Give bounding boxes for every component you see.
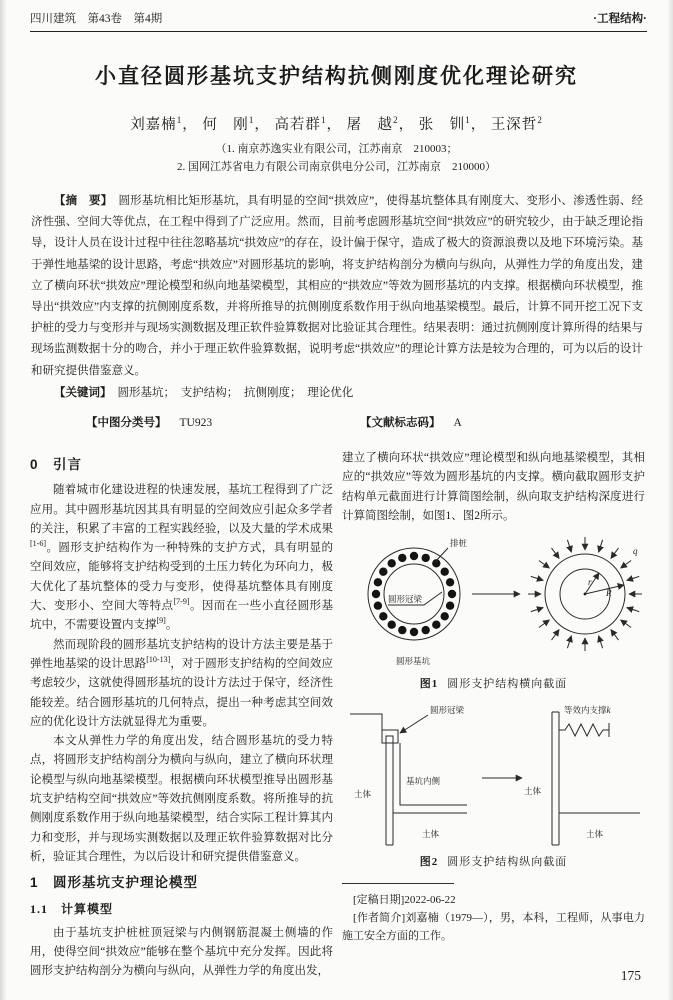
paragraph — [30, 481, 333, 635]
author-bio-label: [作者简介] — [353, 911, 406, 924]
author-affil-sup: 1 — [465, 115, 471, 126]
paragraph: 由于基坑支护桩桩顶冠梁与内侧钢筋混凝土侧墙的作用，使得空间“拱效应”能够在整个基坑中充分发挥。因此将圆形支护结构剖分为横向与纵向，从弹性力学的角度出发， — [30, 926, 333, 978]
author-name: 何 刚 — [202, 117, 249, 133]
text-segment: 随着城市化建设进程的快速发展，基坑工程得到了广泛应用。其中圆形基坑因其具有明显的空间效应引起众多学者的关注，积累了丰富的工程实践经验，以及大量的学术成果 — [30, 484, 333, 535]
clc-label: 【中图分类号】 — [86, 417, 167, 429]
wall-section-diagram — [350, 705, 467, 845]
paragraph: 建立了横向环状“拱效应”理论模型和纵向地基梁模型，其相应的“拱效应”等效为圆形基坑的内支撑。横向截取圆形支护结构单元截面进行计算简图绘制，纵向取支护结构深度进行计算简图绘制，如图1、图2所示。 — [342, 452, 645, 522]
abstract — [31, 191, 643, 382]
classification-row — [30, 414, 645, 432]
doc-code-field — [360, 414, 462, 430]
keywords — [31, 383, 643, 404]
affiliation-line: （1. 南京苏逸实业有限公司，江苏南京 210003； — [215, 143, 458, 155]
ring-load-diagram — [528, 537, 642, 651]
abstract-text: 圆形基坑相比矩形基坑，具有明显的空间“拱效应”，使得基坑整体具有刚度大、变形小、渗透性弱、经济性强、空间大等优点，在工程中得到了广泛应用。然而，目前考虑圆形基坑空间“拱效应”的研究较少，由于缺乏理论指导，设计人员在设计过程中往往忽略基坑“拱效应”的存在，设计偏于保守，造成了极大的资源浪费以及地下环境污染。基于弹性地基梁的设计思路，考虑“拱效应”对圆形基坑的影响，将支护结构剖分为横向与纵向，从弹性力学的角度出发，建立了横向环状“拱效应”理论模型和纵向地基梁模型，其相应的“拱效应”等效为圆形基坑的内支撑。根据横向环状模型，推导出“拱效应”内支撑的抗侧刚度系数，并将所推导的抗侧刚度系数作用于纵向地基梁模型。最后，计算不同开挖工况下支护桩的受力与变形并与现场实测数据及理正软件验算数据对比验证其合理性。结果表明：通过抗侧刚度计算所得的结果与现场监测数据十分的吻合，并小于理正软件验算数据，说明考虑“拱效应”的理论计算方法是较为合理的，可为以后的设计和研究提供借鉴意义。 — [31, 195, 644, 377]
equivalent-strut-label — [564, 705, 612, 715]
author-separator: ， — [470, 117, 487, 133]
clc-field — [86, 414, 212, 430]
crown-beam-label: 圆形冠梁 — [388, 594, 423, 605]
author — [347, 117, 399, 133]
section-heading-0: 0 引言 — [30, 457, 83, 472]
load-q-label: q — [633, 546, 638, 557]
right-column — [342, 449, 645, 945]
soil-label: 土体 — [354, 789, 372, 800]
footnote-rule — [342, 883, 454, 884]
author-name: 高若群 — [274, 117, 321, 133]
author-separator: ， — [254, 117, 270, 133]
page-header — [30, 10, 647, 32]
strut-label-text: 等效内支撑 — [564, 705, 607, 716]
author-affil-sup: 1 — [176, 115, 183, 126]
author-name: 屠 越 — [346, 117, 394, 133]
author-separator: ， — [182, 117, 198, 133]
author-separator: ， — [398, 117, 415, 133]
journal-info: 四川建筑 第43卷 第4期 — [30, 13, 163, 25]
figure-2-number: 图2 — [419, 856, 439, 869]
soil-label: 土体 — [524, 786, 542, 797]
text-segment: 。 — [165, 619, 178, 632]
author-affil-sup: 2 — [537, 115, 543, 126]
received-date-value: 2022-06-22 — [404, 893, 456, 906]
figure-2-caption — [342, 853, 645, 872]
doc-code-value: A — [453, 417, 462, 429]
author — [202, 117, 254, 133]
author — [491, 117, 543, 133]
text-segment: 然而现阶段的圆形基坑支护结构的设计方法主要是基于弹性地基梁的设计思路 — [30, 638, 333, 670]
piles-label: 排桩 — [450, 538, 468, 549]
author — [274, 117, 326, 133]
figure-1-caption — [342, 675, 645, 694]
figure-1-cross-section-diagram — [342, 532, 645, 672]
section-heading-1: 1 圆形基坑支护理论模型 — [30, 875, 199, 891]
footnote-block — [342, 883, 645, 945]
author-name: 张 钏 — [418, 117, 466, 133]
author-separator: ， — [326, 117, 342, 133]
stiffness-k-label: k — [606, 705, 611, 716]
citation-ref: [9] — [156, 616, 166, 626]
equivalent-spring-diagram — [524, 705, 640, 845]
affiliations — [0, 141, 673, 176]
received-date-line — [342, 891, 645, 909]
author-affil-sup: 2 — [393, 115, 399, 126]
crown-beam-label: 圆形冠梁 — [430, 705, 465, 716]
author-name: 王深哲 — [490, 117, 538, 133]
figure-1-number: 图1 — [419, 678, 439, 691]
citation-ref: [7-9] — [173, 597, 190, 607]
text-segment: 。因而在一些小直径圆形基坑中，不需要设置内支撑 — [30, 600, 333, 632]
pit-plan-diagram — [368, 538, 468, 666]
received-date-label: [定稿日期] — [353, 893, 405, 906]
figure-2-vertical-section-diagram — [342, 700, 645, 850]
soil-label: 土体 — [586, 829, 604, 840]
keywords-text: 圆形基坑； 支护结构； 抗侧刚度； 理论优化 — [117, 386, 354, 399]
paragraph — [30, 636, 333, 732]
article-title: 小直径圆形基坑支护结构抗侧刚度优化理论研究 — [95, 65, 578, 88]
affiliation-line: 2. 国网江苏省电力有限公司南京供电分公司，江苏南京 210000） — [177, 160, 496, 173]
paragraph: 本文从弹性力学的角度出发，结合圆形基坑的受力特点，将圆形支护结构剖分为横向与纵向，建立了横向环状理论模型与纵向地基梁模型。根据横向环状模型推导出圆形基坑支护结构空间“拱效应”等效抗侧刚度系数。将所推导的抗侧刚度系数作用于纵向地基梁模型，结合实际工程计算其内力和变形，并与现场实测数据以及理正软件验算数据对比分析，验证其合理性，为以后设计和研究提供借鉴意义。 — [30, 735, 333, 863]
page-number: 175 — [620, 968, 641, 983]
doc-code-label: 【文献标志码】 — [360, 417, 441, 429]
author-affil-sup: 1 — [320, 115, 327, 126]
author-affil-sup: 1 — [248, 115, 255, 126]
citation-ref: [10-13] — [146, 655, 171, 665]
pit-inner-side-label: 基坑内侧 — [406, 776, 441, 787]
keywords-label: 【关键词】 — [54, 386, 112, 399]
section-tag: ·工程结构· — [593, 13, 647, 25]
subsection-heading-1-1: 1.1 计算模型 — [30, 901, 114, 916]
clc-value: TU923 — [179, 417, 213, 429]
figure-1-title: 圆形支护结构横向截面 — [447, 678, 568, 691]
author-line — [0, 113, 673, 134]
pit-label: 圆形基坑 — [396, 656, 431, 667]
citation-ref: [1-6] — [30, 539, 46, 549]
abstract-label: 【摘 要】 — [54, 195, 113, 207]
outer-radius-label: R — [606, 588, 612, 599]
text-segment: 。圆形支护结构作为一种特殊的支护方式，具有明显的空间效应，能够将支护结构受到的土压力转化为环向力，极大优化了基坑整体的受力与变形，使得基坑整体具有刚度大、变形小、空间大等特点 — [30, 542, 333, 613]
soil-label: 土体 — [422, 829, 440, 840]
author-bio-line — [342, 909, 645, 945]
author-name: 刘嘉楠 — [130, 117, 177, 133]
abstract-block — [31, 191, 643, 404]
author — [419, 117, 471, 133]
left-column — [30, 449, 333, 982]
figure-2-title: 圆形支护结构纵向截面 — [447, 856, 568, 869]
text-segment: ，对于圆形支护结构的空间效应考虑较少，这就使得圆形基坑的设计方法过于保守，经济性能较差。结合圆形基坑的几何特点，提出一种考虑其空间效应的优化设计方法就显得尤为重要。 — [30, 657, 333, 728]
author-bio-text: 刘嘉楠（1979—），男，本科，工程师，从事电力施工安全方面的工作。 — [342, 911, 646, 942]
inner-radius-label: r — [588, 577, 592, 588]
author — [130, 117, 182, 133]
